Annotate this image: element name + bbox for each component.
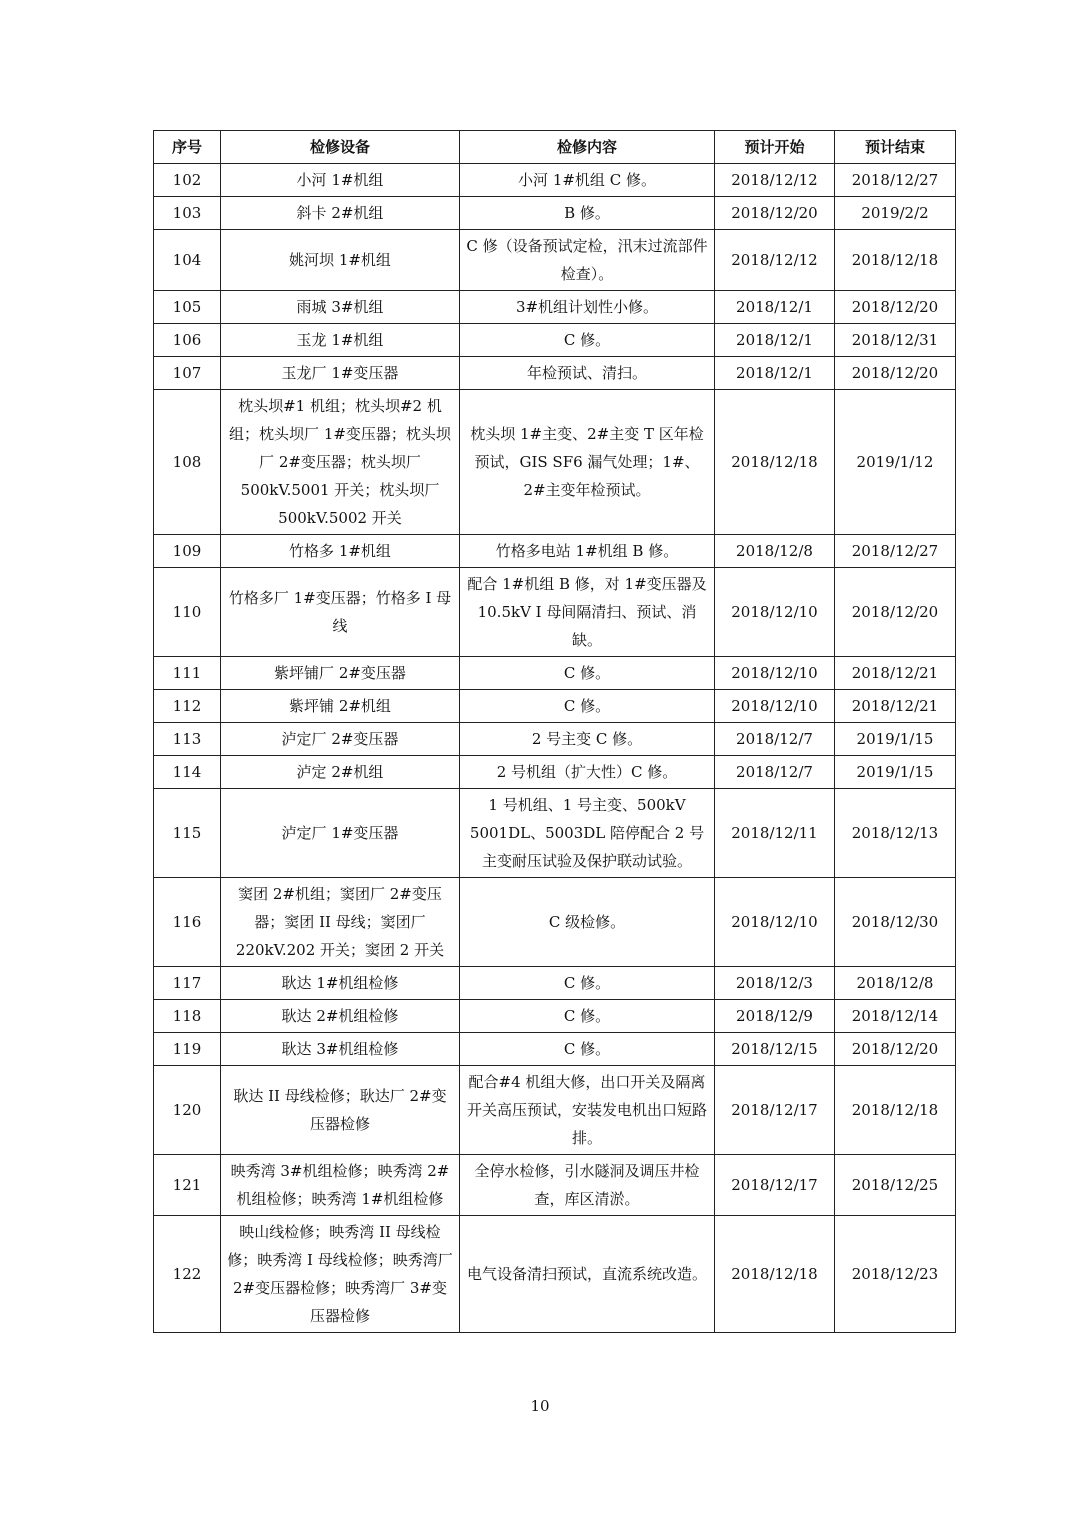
cell-content: 2 号主变 C 修。 bbox=[460, 723, 715, 756]
cell-start: 2018/12/17 bbox=[715, 1066, 835, 1155]
cell-end: 2018/12/8 bbox=[835, 967, 956, 1000]
cell-end: 2018/12/14 bbox=[835, 1000, 956, 1033]
cell-no: 109 bbox=[154, 535, 221, 568]
maintenance-schedule-table bbox=[153, 130, 956, 1333]
cell-equipment: 映秀湾 3#机组检修；映秀湾 2#机组检修；映秀湾 1#机组检修 bbox=[221, 1155, 460, 1216]
cell-no: 106 bbox=[154, 324, 221, 357]
table-row bbox=[154, 324, 956, 357]
cell-no: 108 bbox=[154, 390, 221, 535]
cell-equipment: 竹格多 1#机组 bbox=[221, 535, 460, 568]
cell-equipment: 玉龙厂 1#变压器 bbox=[221, 357, 460, 390]
cell-equipment: 枕头坝#1 机组；枕头坝#2 机组；枕头坝厂 1#变压器；枕头坝厂 2#变压器；枕头坝厂 500kV.5001 开关；枕头坝厂 500kV.5002 开关 bbox=[221, 390, 460, 535]
table-row bbox=[154, 1216, 956, 1333]
cell-no: 104 bbox=[154, 230, 221, 291]
cell-start: 2018/12/18 bbox=[715, 390, 835, 535]
table-row bbox=[154, 197, 956, 230]
cell-content: 1 号机组、1 号主变、500kV 5001DL、5003DL 陪停配合 2 号主变耐压试验及保护联动试验。 bbox=[460, 789, 715, 878]
page-number: 10 bbox=[530, 1397, 550, 1415]
table-row bbox=[154, 878, 956, 967]
cell-no: 117 bbox=[154, 967, 221, 1000]
cell-start: 2018/12/18 bbox=[715, 1216, 835, 1333]
cell-equipment: 紫坪铺厂 2#变压器 bbox=[221, 657, 460, 690]
cell-no: 120 bbox=[154, 1066, 221, 1155]
table-row bbox=[154, 1155, 956, 1216]
header-end: 预计结束 bbox=[835, 131, 956, 164]
cell-equipment: 耿达 2#机组检修 bbox=[221, 1000, 460, 1033]
cell-no: 112 bbox=[154, 690, 221, 723]
cell-no: 121 bbox=[154, 1155, 221, 1216]
cell-no: 103 bbox=[154, 197, 221, 230]
cell-content: 电气设备清扫预试，直流系统改造。 bbox=[460, 1216, 715, 1333]
cell-end: 2018/12/20 bbox=[835, 568, 956, 657]
cell-end: 2019/1/15 bbox=[835, 723, 956, 756]
cell-content: 2 号机组（扩大性）C 修。 bbox=[460, 756, 715, 789]
cell-no: 116 bbox=[154, 878, 221, 967]
cell-end: 2018/12/30 bbox=[835, 878, 956, 967]
cell-no: 115 bbox=[154, 789, 221, 878]
cell-content: 配合 1#机组 B 修，对 1#变压器及 10.5kV I 母间隔清扫、预试、消缺。 bbox=[460, 568, 715, 657]
table-row bbox=[154, 230, 956, 291]
table-row bbox=[154, 357, 956, 390]
cell-content: C 级检修。 bbox=[460, 878, 715, 967]
table-row bbox=[154, 1000, 956, 1033]
table-row bbox=[154, 568, 956, 657]
table-row bbox=[154, 657, 956, 690]
header-content: 检修内容 bbox=[460, 131, 715, 164]
cell-end: 2018/12/18 bbox=[835, 1066, 956, 1155]
table-row bbox=[154, 291, 956, 324]
cell-start: 2018/12/1 bbox=[715, 357, 835, 390]
cell-start: 2018/12/15 bbox=[715, 1033, 835, 1066]
table-row bbox=[154, 756, 956, 789]
cell-equipment: 窦团 2#机组；窦团厂 2#变压器；窦团 II 母线；窦团厂 220kV.202 开关；窦团 2 开关 bbox=[221, 878, 460, 967]
cell-no: 113 bbox=[154, 723, 221, 756]
cell-start: 2018/12/11 bbox=[715, 789, 835, 878]
cell-no: 119 bbox=[154, 1033, 221, 1066]
cell-no: 105 bbox=[154, 291, 221, 324]
header-start: 预计开始 bbox=[715, 131, 835, 164]
cell-end: 2019/2/2 bbox=[835, 197, 956, 230]
cell-content: 枕头坝 1#主变、2#主变 T 区年检预试，GIS SF6 漏气处理；1#、2#主变年检预试。 bbox=[460, 390, 715, 535]
cell-end: 2018/12/27 bbox=[835, 164, 956, 197]
cell-equipment: 耿达 1#机组检修 bbox=[221, 967, 460, 1000]
table-row bbox=[154, 690, 956, 723]
cell-start: 2018/12/17 bbox=[715, 1155, 835, 1216]
cell-no: 107 bbox=[154, 357, 221, 390]
cell-content: C 修。 bbox=[460, 690, 715, 723]
cell-content: B 修。 bbox=[460, 197, 715, 230]
cell-start: 2018/12/1 bbox=[715, 324, 835, 357]
cell-start: 2018/12/20 bbox=[715, 197, 835, 230]
cell-equipment: 小河 1#机组 bbox=[221, 164, 460, 197]
cell-content: 3#机组计划性小修。 bbox=[460, 291, 715, 324]
cell-start: 2018/12/3 bbox=[715, 967, 835, 1000]
cell-equipment: 泸定 2#机组 bbox=[221, 756, 460, 789]
cell-end: 2018/12/23 bbox=[835, 1216, 956, 1333]
cell-content: C 修。 bbox=[460, 657, 715, 690]
cell-end: 2018/12/21 bbox=[835, 657, 956, 690]
cell-end: 2018/12/20 bbox=[835, 357, 956, 390]
table-row bbox=[154, 1033, 956, 1066]
cell-no: 110 bbox=[154, 568, 221, 657]
cell-equipment: 姚河坝 1#机组 bbox=[221, 230, 460, 291]
cell-end: 2018/12/20 bbox=[835, 291, 956, 324]
table-row bbox=[154, 967, 956, 1000]
cell-no: 122 bbox=[154, 1216, 221, 1333]
cell-start: 2018/12/12 bbox=[715, 230, 835, 291]
cell-end: 2018/12/20 bbox=[835, 1033, 956, 1066]
cell-content: 年检预试、清扫。 bbox=[460, 357, 715, 390]
cell-equipment: 雨城 3#机组 bbox=[221, 291, 460, 324]
table-row bbox=[154, 535, 956, 568]
cell-content: 竹格多电站 1#机组 B 修。 bbox=[460, 535, 715, 568]
cell-end: 2019/1/12 bbox=[835, 390, 956, 535]
cell-no: 118 bbox=[154, 1000, 221, 1033]
cell-no: 114 bbox=[154, 756, 221, 789]
cell-equipment: 耿达 II 母线检修；耿达厂 2#变压器检修 bbox=[221, 1066, 460, 1155]
cell-start: 2018/12/1 bbox=[715, 291, 835, 324]
table-row bbox=[154, 723, 956, 756]
cell-no: 102 bbox=[154, 164, 221, 197]
cell-equipment: 紫坪铺 2#机组 bbox=[221, 690, 460, 723]
cell-equipment: 泸定厂 2#变压器 bbox=[221, 723, 460, 756]
cell-content: C 修。 bbox=[460, 1033, 715, 1066]
cell-start: 2018/12/8 bbox=[715, 535, 835, 568]
cell-end: 2018/12/18 bbox=[835, 230, 956, 291]
cell-start: 2018/12/10 bbox=[715, 690, 835, 723]
header-equipment: 检修设备 bbox=[221, 131, 460, 164]
table-row bbox=[154, 789, 956, 878]
cell-start: 2018/12/7 bbox=[715, 723, 835, 756]
cell-start: 2018/12/7 bbox=[715, 756, 835, 789]
cell-equipment: 映山线检修；映秀湾 II 母线检修；映秀湾 I 母线检修；映秀湾厂 2#变压器检修；映秀湾厂 3#变压器检修 bbox=[221, 1216, 460, 1333]
cell-content: 全停水检修，引水隧洞及调压井检查，库区清淤。 bbox=[460, 1155, 715, 1216]
cell-start: 2018/12/12 bbox=[715, 164, 835, 197]
cell-content: 配合#4 机组大修，出口开关及隔离开关高压预试，安装发电机出口短路排。 bbox=[460, 1066, 715, 1155]
cell-start: 2018/12/9 bbox=[715, 1000, 835, 1033]
header-no: 序号 bbox=[154, 131, 221, 164]
cell-end: 2019/1/15 bbox=[835, 756, 956, 789]
cell-content: C 修（设备预试定检，汛末过流部件检查）。 bbox=[460, 230, 715, 291]
cell-content: 小河 1#机组 C 修。 bbox=[460, 164, 715, 197]
cell-start: 2018/12/10 bbox=[715, 878, 835, 967]
cell-end: 2018/12/13 bbox=[835, 789, 956, 878]
cell-equipment: 泸定厂 1#变压器 bbox=[221, 789, 460, 878]
table-row bbox=[154, 1066, 956, 1155]
cell-end: 2018/12/27 bbox=[835, 535, 956, 568]
cell-end: 2018/12/21 bbox=[835, 690, 956, 723]
cell-content: C 修。 bbox=[460, 967, 715, 1000]
cell-equipment: 竹格多厂 1#变压器；竹格多 I 母线 bbox=[221, 568, 460, 657]
cell-start: 2018/12/10 bbox=[715, 568, 835, 657]
cell-end: 2018/12/31 bbox=[835, 324, 956, 357]
cell-content: C 修。 bbox=[460, 324, 715, 357]
cell-no: 111 bbox=[154, 657, 221, 690]
cell-end: 2018/12/25 bbox=[835, 1155, 956, 1216]
cell-equipment: 玉龙 1#机组 bbox=[221, 324, 460, 357]
cell-equipment: 斜卡 2#机组 bbox=[221, 197, 460, 230]
cell-start: 2018/12/10 bbox=[715, 657, 835, 690]
table-row bbox=[154, 164, 956, 197]
cell-equipment: 耿达 3#机组检修 bbox=[221, 1033, 460, 1066]
table-row bbox=[154, 390, 956, 535]
cell-content: C 修。 bbox=[460, 1000, 715, 1033]
table-header-row bbox=[154, 131, 956, 164]
